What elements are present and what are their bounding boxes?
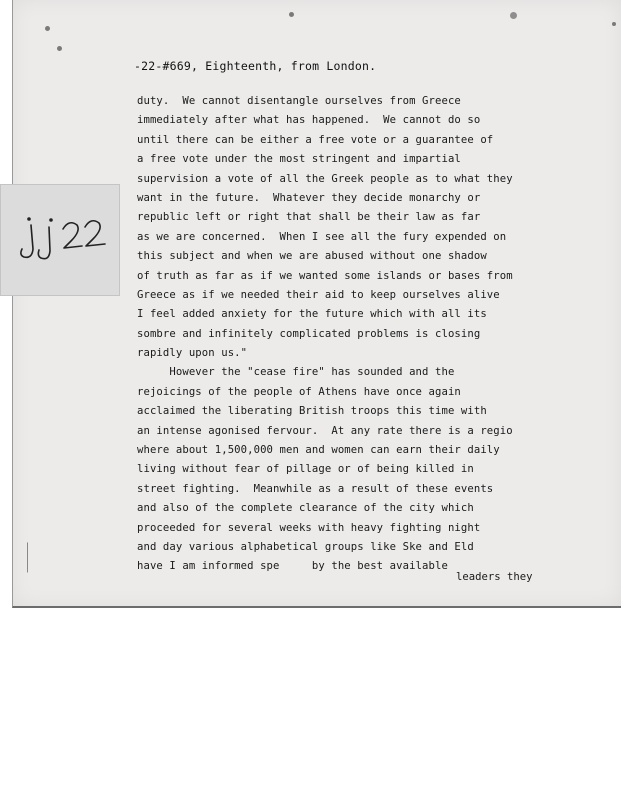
text-line: as we are concerned. When I see all the fury expended on [137,230,507,243]
text-line: acclaimed the liberating British troops this time with [137,405,487,418]
text-line: republic left or right that shall be their law as far [137,211,481,224]
text-line: a free vote under the most stringent and impartial [137,153,461,166]
text-line: supervision a vote of all the Greek people as to what they [137,172,513,185]
text-line: Greece as if we needed their aid to keep ourselves alive [137,288,500,301]
text-line: rejoicings of the people of Athens have once again [137,385,461,398]
document-body [137,92,612,577]
text-line: street fighting. Meanwhile as a result of these events [137,482,494,495]
punch-hole [510,12,517,19]
text-line: have I am informed spe by the best available [137,560,448,573]
text-line: However the "cease fire" has sounded and the [137,366,455,379]
text-line: immediately after what has happened. We cannot do so [137,114,481,127]
text-line: living without fear of pillage or of being killed in [137,463,474,476]
text-line: I feel added anxiety for the future which with all its [137,308,487,321]
punch-hole [45,26,50,31]
text-line: until there can be either a free vote or a guarantee of [137,133,494,146]
text-line: and also of the complete clearance of the city which [137,502,474,515]
page-header: -22-#669, Eighteenth, from London. [134,59,377,73]
pencil-note-patch [0,184,120,296]
punch-hole [289,12,294,17]
handwritten-note [9,215,109,261]
punch-hole [57,46,62,51]
text-line: duty. We cannot disentangle ourselves from Greece [137,95,461,107]
text-line: this subject and when we are abused without one shadow [137,250,487,263]
continuation-catchword: leaders they [456,571,533,583]
paper-tear [13,542,28,577]
text-line: proceeded for several weeks with heavy fighting night [137,521,481,534]
text-line: where about 1,500,000 men and women can earn their daily [137,444,500,457]
punch-hole [612,22,616,26]
text-line: rapidly upon us." [137,347,248,360]
text-line: want in the future. Whatever they decide monarchy or [137,191,481,204]
text-line: an intense agonised fervour. At any rate there is a regio [137,424,513,437]
handwritten-jj22-icon [9,215,109,261]
text-line: sombre and infinitely complicated problems is closing [137,327,481,340]
text-line: of truth as far as if we wanted some islands or bases from [137,269,513,282]
text-line: and day various alphabetical groups like Ske and Eld [137,540,474,553]
